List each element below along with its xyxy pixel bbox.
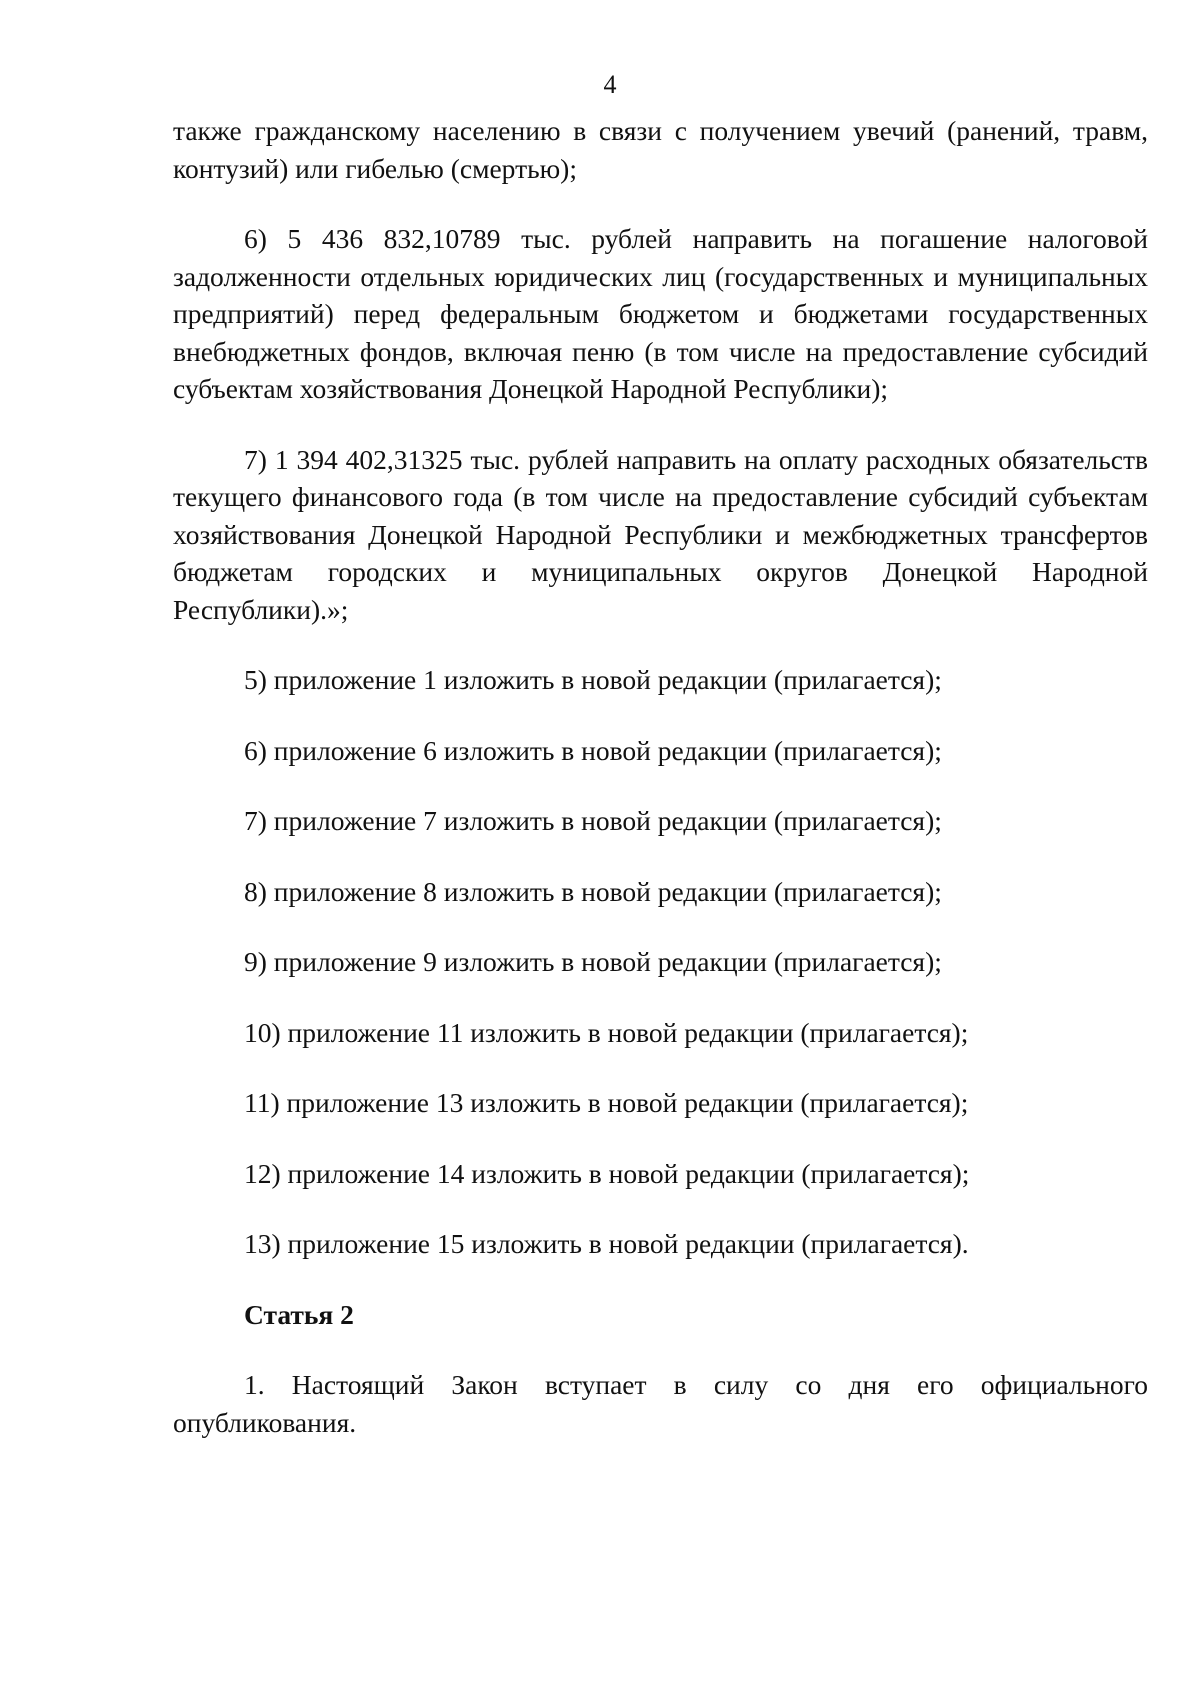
amendment-item: 6) приложение 6 изложить в новой редакции (прилагается); [244, 734, 942, 766]
amendment-item: 9) приложение 9 изложить в новой редакции (прилагается); [244, 946, 942, 977]
page-number: 4 [603, 70, 617, 99]
amendment-item: 10) приложение 11 изложить в новой редакции (прилагается); [244, 1016, 969, 1048]
article-heading: Статья 2 [244, 1298, 354, 1330]
amendment-item: 11) приложение 13 изложить в новой редакции (прилагается); [244, 1087, 969, 1118]
continuation-paragraph: также гражданскому населению в связи с получением увечий (ранений, травм, контузий) или гибелью (смертью); [173, 115, 1148, 184]
amendment-item: 7) приложение 7 изложить в новой редакции (прилагается); [244, 805, 942, 836]
article-clause-1: 1. Настоящий Закон вступает в силу со дня его официального опубликования. [173, 1369, 1148, 1438]
amendment-item: 12) приложение 14 изложить в новой редакции (прилагается); [244, 1157, 970, 1189]
amendment-item: 5) приложение 1 изложить в новой редакции (прилагается); [244, 664, 942, 695]
amendment-item: 8) приложение 8 изложить в новой редакции (прилагается); [244, 875, 942, 907]
document-body [173, 112, 1148, 1441]
amendment-item: 13) приложение 15 изложить в новой редакции (прилагается). [244, 1228, 969, 1259]
paragraph-item-7: 7) 1 394 402,31325 тыс. рублей направить на оплату расходных обязательств текущего финансового года (в том числе на предоставление субсидий субъектам хозяйствования Донецкой Народной Республики и межбюджетных трансфертов бюджетам городских и муниципальных округов Донецкой Народной Республики).»; [173, 443, 1148, 625]
paragraph-item-6: 6) 5 436 832,10789 тыс. рублей направить на погашение налоговой задолженности отдельных юридических лиц (государственных и муниципальных предприятий) перед федеральным бюджетом и бюджетами государственных внебюджетных фондов, включая пеню (в том числе на предоставление субсидий субъектам хозяйствования Донецкой Народной Республики); [173, 223, 1148, 404]
